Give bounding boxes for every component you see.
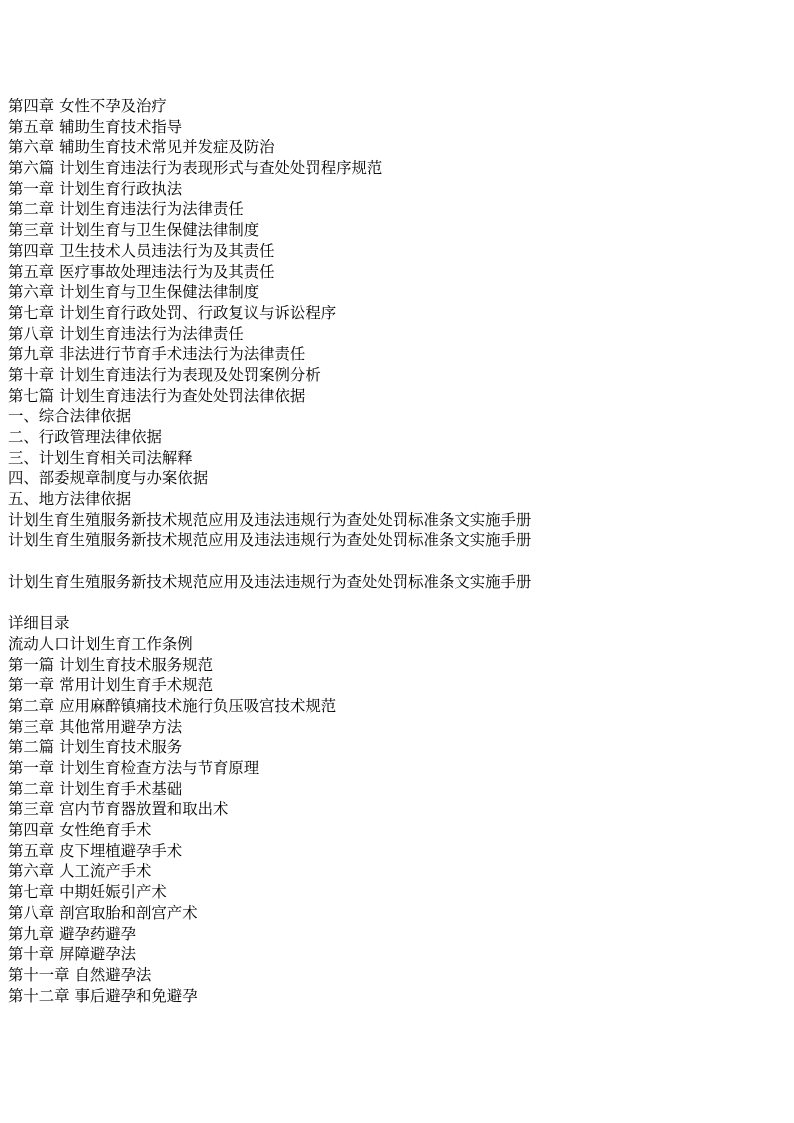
- toc-line: 第十一章 自然避孕法: [8, 965, 152, 984]
- toc-line: 第二篇 计划生育技术服务: [8, 738, 183, 757]
- toc-line: 第九章 避孕药避孕: [8, 924, 137, 943]
- toc-section-b: [8, 613, 788, 1006]
- toc-line: 第十二章 事后避孕和免避孕: [8, 986, 198, 1005]
- toc-line: 第七章 中期妊娠引产术: [8, 883, 167, 902]
- blank-line: [8, 551, 788, 572]
- toc-line: 计划生育生殖服务新技术规范应用及违法违规行为查处处罚标准条文实施手册: [8, 510, 532, 529]
- toc-line: 第二章 计划生育违法行为法律责任: [8, 200, 244, 219]
- toc-line: 第四章 卫生技术人员违法行为及其责任: [8, 241, 275, 260]
- document-page: [8, 96, 788, 1006]
- toc-line: 一、综合法律依据: [8, 407, 132, 426]
- toc-line: 三、计划生育相关司法解释: [8, 448, 193, 467]
- toc-line: 第七篇 计划生育违法行为查处处罚法律依据: [8, 386, 306, 405]
- toc-line: 第六章 辅助生育技术常见并发症及防治: [8, 138, 275, 157]
- toc-section-a: [8, 96, 788, 551]
- toc-line: 计划生育生殖服务新技术规范应用及违法违规行为查处处罚标准条文实施手册: [8, 531, 532, 550]
- toc-line: 第一章 计划生育行政执法: [8, 179, 183, 198]
- toc-line: 第十章 计划生育违法行为表现及处罚案例分析: [8, 365, 321, 384]
- toc-line: 五、地方法律依据: [8, 490, 132, 509]
- toc-line: 第十章 屏障避孕法: [8, 945, 137, 964]
- toc-line: 第三章 其他常用避孕方法: [8, 717, 183, 736]
- toc-heading: 详细目录: [8, 614, 70, 633]
- toc-line: 第五章 医疗事故处理违法行为及其责任: [8, 262, 275, 281]
- toc-line: 第一章 常用计划生育手术规范: [8, 676, 213, 695]
- toc-line: 第一章 计划生育检查方法与节育原理: [8, 759, 260, 777]
- toc-line: 第四章 女性绝育手术: [8, 821, 152, 840]
- toc-line: 第四章 女性不孕及治疗: [8, 97, 167, 115]
- toc-line: 第八章 计划生育违法行为法律责任: [8, 324, 244, 343]
- toc-line: 第六篇 计划生育违法行为表现形式与查处处罚程序规范: [8, 159, 383, 178]
- toc-line: 第五章 辅助生育技术指导: [8, 117, 183, 136]
- toc-line: 第九章 非法进行节育手术违法行为法律责任: [8, 345, 306, 364]
- document-title: 计划生育生殖服务新技术规范应用及违法违规行为查处处罚标准条文实施手册: [8, 572, 532, 591]
- toc-line: 第二章 计划生育手术基础: [8, 779, 183, 798]
- blank-line: [8, 593, 788, 614]
- toc-line: 第六章 人工流产手术: [8, 862, 152, 881]
- toc-line: 第六章 计划生育与卫生保健法律制度: [8, 283, 260, 302]
- toc-line: 四、部委规章制度与办案依据: [8, 469, 209, 488]
- toc-line: 二、行政管理法律依据: [8, 428, 162, 446]
- toc-line: 第二章 应用麻醉镇痛技术施行负压吸宫技术规范: [8, 696, 337, 715]
- toc-line: 第三章 计划生育与卫生保健法律制度: [8, 221, 260, 240]
- toc-line: 第七章 计划生育行政处罚、行政复议与诉讼程序: [8, 303, 337, 322]
- toc-line: 第三章 宫内节育器放置和取出术: [8, 800, 229, 819]
- toc-line: 第一篇 计划生育技术服务规范: [8, 655, 213, 674]
- toc-line: 第八章 剖宫取胎和剖宫产术: [8, 903, 198, 922]
- toc-line: 流动人口计划生育工作条例: [8, 634, 193, 653]
- toc-line: 第五章 皮下埋植避孕手术: [8, 841, 183, 860]
